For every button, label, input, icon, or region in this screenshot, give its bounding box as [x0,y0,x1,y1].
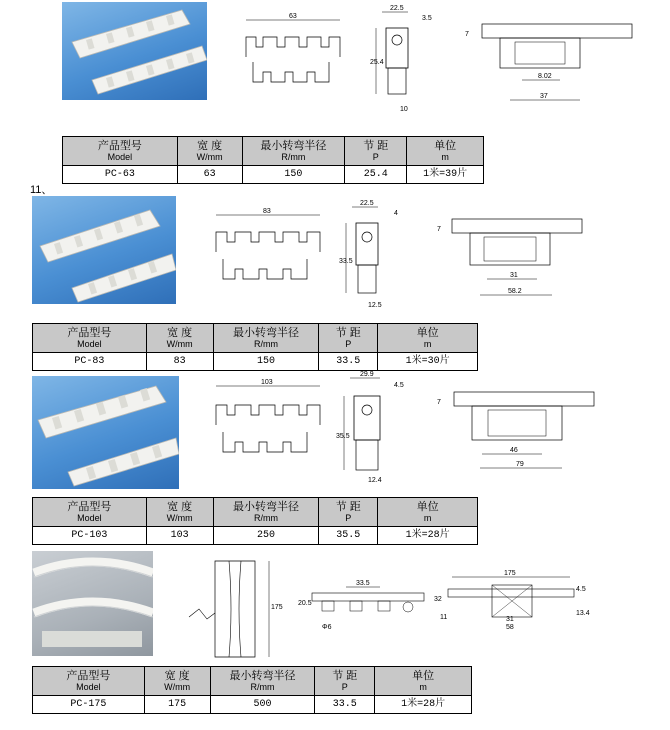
cell-unit: 1米=28片 [375,696,472,714]
cell-width: 63 [177,166,242,184]
dim-end-outer: 37 [540,93,548,100]
dim-top-width: 83 [263,208,271,215]
side-view-drawing [339,200,412,313]
dim-end-inner: 8.02 [538,73,552,80]
dim-end-inner: 31 [510,272,518,279]
header-pitch: 节 距 P [319,498,378,527]
header-unit: 单位 m [378,498,478,527]
cell-unit: 1米=30片 [378,353,478,371]
spec-table-pc-175 [32,666,472,714]
dim-side-h: 25.4 [370,59,384,66]
header-radius: 最小转弯半径 R/mm [213,498,319,527]
cell-radius: 150 [242,166,345,184]
header-width: 宽 度 W/mm [177,137,242,166]
dim-curve-h: 175 [271,604,283,611]
dim-end-outer: 175 [504,570,516,577]
top-view-drawing [243,12,343,107]
top-view-drawing [213,378,323,473]
cell-model: PC-103 [33,527,147,545]
spec-table-pc-63 [62,136,484,184]
dim-side-t: 3.5 [422,15,432,22]
cell-width: 103 [146,527,213,545]
top-view-drawing [213,207,323,302]
curve-view-drawing [185,557,283,662]
header-pitch: 节 距 P [315,667,375,696]
end-view-drawing [432,388,602,473]
dim-end-inner: 46 [510,447,518,454]
product-photo-pc-175 [32,551,153,656]
header-model: 产品型号 Model [33,498,147,527]
spec-table-pc-103 [32,497,478,545]
dim-side-h: 33.5 [339,258,353,265]
dim-end-a: 31 [506,616,514,623]
dim-end-h: 7 [465,31,469,38]
cell-pitch: 25.4 [345,166,407,184]
dim-end-b: 58 [506,624,514,631]
cell-width: 83 [146,353,213,371]
spec-table-pc-83 [32,323,478,371]
side-view-drawing [298,577,428,637]
chain-illustration [32,196,176,304]
header-radius: 最小转弯半径 R/mm [210,667,315,696]
cell-model: PC-63 [63,166,178,184]
dim-top-width: 103 [261,379,273,386]
product-photo-pc-83 [32,196,176,304]
side-view-drawing [338,372,413,487]
cell-model: PC-83 [33,353,147,371]
end-view-drawing [432,215,592,300]
header-pitch: 节 距 P [319,324,378,353]
header-width: 宽 度 W/mm [144,667,210,696]
dim-end-h: 7 [437,399,441,406]
chain-illustration [32,376,179,489]
header-model: 产品型号 Model [33,667,145,696]
dim-side-h: 35.5 [336,433,350,440]
dim-end-h2: 4.5 [576,586,586,593]
dim-top-width: 63 [289,13,297,20]
dim-side-w: 22.5 [360,200,374,207]
dim-side-pitch: 33.5 [356,580,370,587]
dim-end-h: 7 [437,226,441,233]
header-radius: 最小转弯半径 R/mm [213,324,319,353]
cell-radius: 500 [210,696,315,714]
dim-side-t: 4 [394,210,398,217]
cell-model: PC-175 [33,696,145,714]
side-view-drawing [372,6,442,116]
cell-radius: 250 [213,527,319,545]
cell-unit: 1米=28片 [378,527,478,545]
cell-pitch: 35.5 [319,527,378,545]
dim-end-h3: 13.4 [576,610,590,617]
product-photo-pc-103 [32,376,179,489]
chain-illustration [62,2,207,100]
dim-hole: Φ6 [322,624,332,631]
header-model: 产品型号 Model [33,324,147,353]
header-model: 产品型号 Model [63,137,178,166]
dim-side-b: 10 [400,106,408,113]
header-unit: 单位 m [375,667,472,696]
dim-side-b: 12.4 [368,477,382,484]
dim-side-b: 12.5 [368,302,382,309]
section-index-label: 11、 [30,184,53,196]
cell-unit: 1米=39片 [407,166,484,184]
cell-pitch: 33.5 [315,696,375,714]
product-photo-pc-63 [62,2,207,100]
dim-side-w: 22.5 [390,5,404,12]
dim-side-t: 4.5 [394,382,404,389]
end-view-drawing [460,20,650,108]
header-unit: 单位 m [378,324,478,353]
header-radius: 最小转弯半径 R/mm [242,137,345,166]
dim-end-outer: 79 [516,461,524,468]
header-unit: 单位 m [407,137,484,166]
cell-width: 175 [144,696,210,714]
dim-end-outer: 58.2 [508,288,522,295]
cell-pitch: 33.5 [319,353,378,371]
end-view-drawing [430,571,590,631]
header-pitch: 节 距 P [345,137,407,166]
cell-radius: 150 [213,353,319,371]
header-width: 宽 度 W/mm [146,498,213,527]
dim-end-h1: 32 [434,596,442,603]
dim-end-h4: 11 [440,614,448,621]
dim-side-w: 29.9 [360,371,374,378]
chain-illustration [32,551,153,656]
dim-side-h: 20.5 [298,600,312,607]
header-width: 宽 度 W/mm [146,324,213,353]
